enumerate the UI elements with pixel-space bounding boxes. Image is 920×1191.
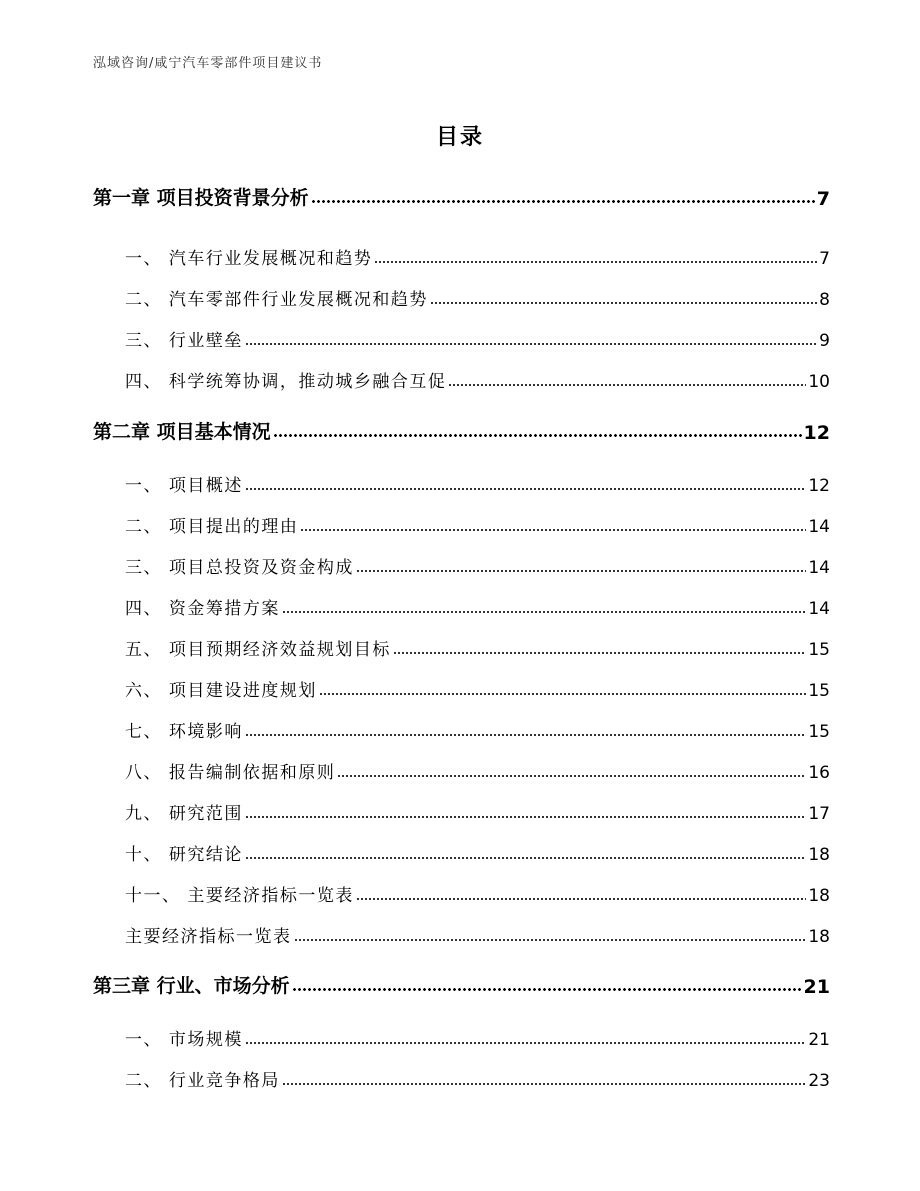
toc-entry-page: 10 <box>808 372 830 392</box>
toc-entry-page: 18 <box>808 886 830 906</box>
toc-entry-label: 十一、 主要经济指标一览表 <box>125 886 354 906</box>
toc-entry[interactable] <box>125 919 830 947</box>
toc-entry-label: 四、 科学统筹协调，推动城乡融合互促 <box>125 372 447 392</box>
toc-entry-label: 一、 汽车行业发展概况和趋势 <box>125 249 373 269</box>
toc-entry-label: 二、 行业竞争格局 <box>125 1071 280 1091</box>
toc-entry-label: 三、 行业壁垒 <box>125 331 243 351</box>
toc-entry-label: 五、 项目预期经济效益规划目标 <box>125 640 391 660</box>
toc-entry-page: 21 <box>803 976 830 998</box>
toc-entry[interactable] <box>125 364 830 392</box>
toc-entry[interactable] <box>125 323 830 351</box>
page-header: 泓域咨询/咸宁汽车零部件项目建议书 <box>93 56 323 71</box>
toc-entry-page: 8 <box>819 290 830 310</box>
dot-leader <box>282 610 806 614</box>
dot-leader <box>245 733 806 737</box>
toc-entry[interactable] <box>125 1022 830 1050</box>
toc-entry[interactable] <box>125 714 830 742</box>
toc-entry-page: 16 <box>808 763 830 783</box>
toc-entry-label: 六、 项目建设进度规划 <box>125 681 317 701</box>
toc-entry[interactable] <box>125 241 830 269</box>
toc-entry-label: 三、 项目总投资及资金构成 <box>125 558 354 578</box>
toc-entry-page: 12 <box>803 422 830 444</box>
dot-leader <box>337 774 806 778</box>
toc-entry[interactable] <box>125 550 830 578</box>
toc-entry-label: 十、 研究结论 <box>125 845 243 865</box>
toc-entry-label: 二、 汽车零部件行业发展概况和趋势 <box>125 290 428 310</box>
toc-entry-label: 第三章 行业、市场分析 <box>93 975 290 997</box>
dot-leader <box>245 815 806 819</box>
toc-entry[interactable] <box>125 282 830 310</box>
dot-leader <box>374 260 817 264</box>
toc-entry-page: 15 <box>808 722 830 742</box>
toc-chapter-2[interactable] <box>93 416 830 444</box>
toc-chapter-1[interactable] <box>93 182 830 210</box>
toc-entry-page: 18 <box>808 845 830 865</box>
dot-leader <box>356 569 806 573</box>
toc-entry[interactable] <box>125 509 830 537</box>
toc-entry-label: 第二章 项目基本情况 <box>93 421 271 443</box>
toc-entry-page: 7 <box>819 249 830 269</box>
dot-leader <box>319 692 806 696</box>
dot-leader <box>356 897 806 901</box>
toc-title: 目录 <box>435 125 484 150</box>
dot-leader <box>311 199 815 204</box>
toc-entry[interactable] <box>125 632 830 660</box>
toc-entry-label: 八、 报告编制依据和原则 <box>125 763 336 783</box>
toc-entry[interactable] <box>125 468 830 496</box>
toc-entry[interactable] <box>125 755 830 783</box>
toc-entry-label: 四、 资金筹措方案 <box>125 599 280 619</box>
toc-entry-label: 第一章 项目投资背景分析 <box>93 187 309 209</box>
toc-entry-page: 9 <box>819 331 830 351</box>
toc-entry-page: 23 <box>808 1071 830 1091</box>
dot-leader <box>300 528 806 532</box>
toc-entry-page: 15 <box>808 681 830 701</box>
toc-entry-page: 18 <box>808 927 830 947</box>
toc-entry-page: 14 <box>808 517 830 537</box>
dot-leader <box>294 938 807 942</box>
toc-entry-page: 21 <box>808 1030 830 1050</box>
dot-leader <box>245 487 806 491</box>
dot-leader <box>393 651 806 655</box>
toc-entry-label: 主要经济指标一览表 <box>125 927 292 947</box>
toc-entry-label: 二、 项目提出的理由 <box>125 517 299 537</box>
toc-entry-page: 15 <box>808 640 830 660</box>
toc-entry-page: 17 <box>808 804 830 824</box>
dot-leader <box>273 433 802 438</box>
toc-entry[interactable] <box>125 878 830 906</box>
toc-entry[interactable] <box>125 1063 830 1091</box>
toc-chapter-3[interactable] <box>93 970 830 998</box>
toc-entry-label: 一、 市场规模 <box>125 1030 243 1050</box>
toc-entry-label: 一、 项目概述 <box>125 476 243 496</box>
toc-entry-page: 7 <box>816 188 830 210</box>
toc-entry-page: 14 <box>808 599 830 619</box>
toc-entry[interactable] <box>125 673 830 701</box>
toc-entry-page: 12 <box>808 476 830 496</box>
toc-entry[interactable] <box>125 796 830 824</box>
toc-entry-label: 九、 研究范围 <box>125 804 243 824</box>
dot-leader <box>245 342 817 346</box>
dot-leader <box>282 1082 806 1086</box>
toc-entry[interactable] <box>125 837 830 865</box>
dot-leader <box>292 987 802 992</box>
dot-leader <box>430 301 817 305</box>
toc-entry[interactable] <box>125 591 830 619</box>
toc-entry-page: 14 <box>808 558 830 578</box>
dot-leader <box>245 856 806 860</box>
dot-leader <box>245 1041 806 1045</box>
toc-entry-label: 七、 环境影响 <box>125 722 243 742</box>
dot-leader <box>448 383 806 387</box>
